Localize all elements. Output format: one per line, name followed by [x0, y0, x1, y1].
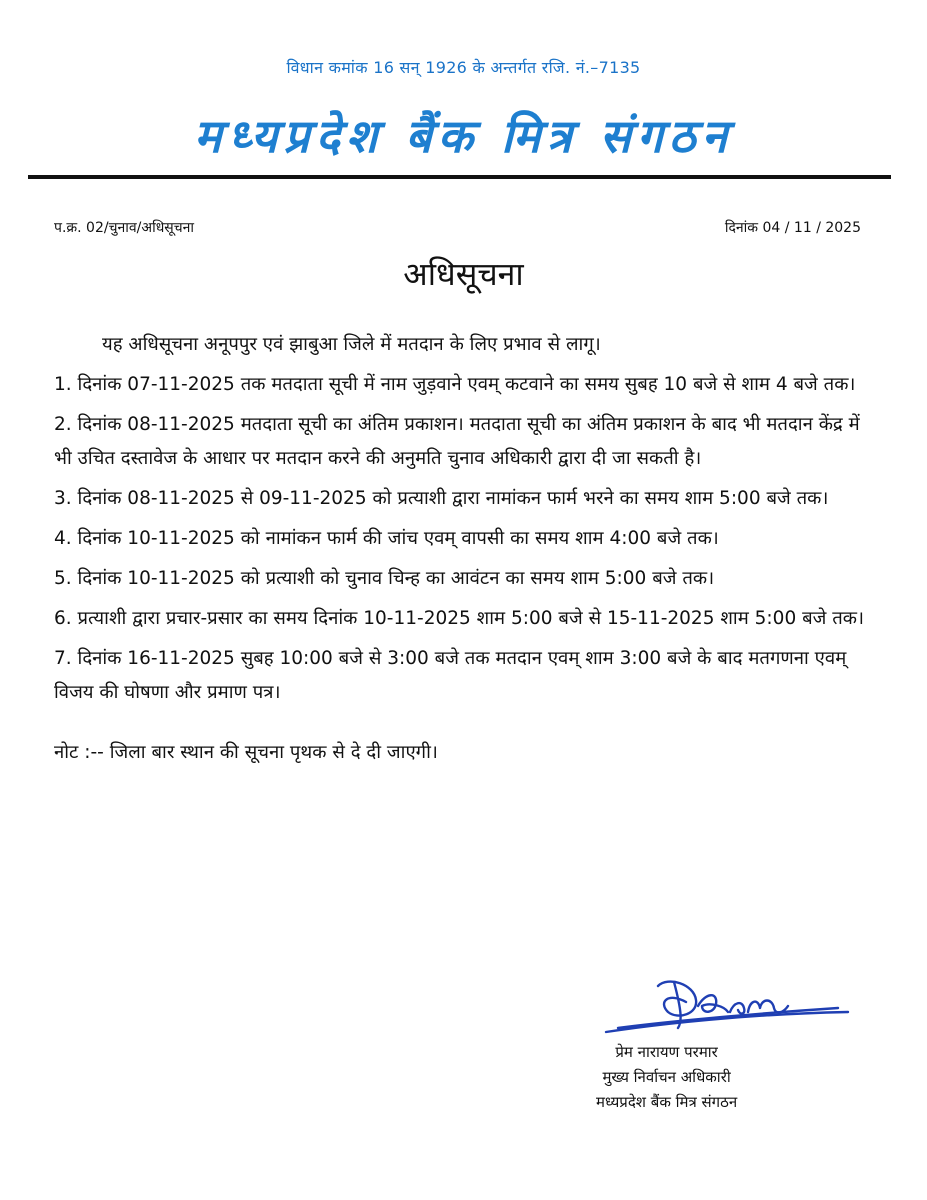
- header-divider: [28, 175, 891, 179]
- document-heading: अधिसूचना: [403, 255, 524, 293]
- signatory-organization: मध्यप्रदेश बैंक मित्र संगठन: [596, 1093, 738, 1111]
- intro-paragraph: यह अधिसूचना अनूपपुर एवं झाबुआ जिले में मतदान के लिए प्रभाव से लागू।: [102, 334, 601, 355]
- list-item: 6. प्रत्याशी द्वारा प्रचार-प्रसार का समय दिनांक 10-11-2025 शाम 5:00 बजे से 15-11-2025 शाम 5:00 बजे तक।: [54, 608, 865, 629]
- document-date: दिनांक 04 / 11 / 2025: [724, 220, 861, 236]
- signatory-name: प्रेम नारायण परमार: [615, 1043, 718, 1061]
- list-item: 4. दिनांक 10-11-2025 को नामांकन फार्म की जांच एवम् वापसी का समय शाम 4:00 बजे तक।: [54, 528, 719, 549]
- organization-title: मध्यप्रदेश बैंक मित्र संगठन: [193, 109, 734, 163]
- handwritten-signature: [598, 962, 858, 1042]
- list-item: 1. दिनांक 07-11-2025 तक मतदाता सूची में नाम जुड़वाने एवम् कटवाने का समय सुबह 10 बजे से शाम 4 बजे तक।: [54, 374, 856, 395]
- reference-number: प.क्र. 02/चुनाव/अधिसूचना: [54, 220, 195, 236]
- signature-graphic: [598, 962, 858, 1042]
- list-item: 3. दिनांक 08-11-2025 से 09-11-2025 को प्रत्याशी द्वारा नामांकन फार्म भरने का समय शाम 5:00 बजे तक।: [54, 488, 829, 509]
- signatory-block: [596, 1040, 737, 1115]
- list-item: 2. दिनांक 08-11-2025 मतदाता सूची का अंतिम प्रकाशन। मतदाता सूची का अंतिम प्रकाशन के बाद भी मतदान केंद्र में भी उचित दस्तावेज के आधार पर मतदान करने की अनुमति चुनाव अधिकारी द्वारा दी जा सकती है।: [54, 414, 860, 469]
- list-item: 7. दिनांक 16-11-2025 सुबह 10:00 बजे से 3:00 बजे तक मतदान एवम् शाम 3:00 बजे के बाद मतगणना एवम् विजय की घोषणा और प्रमाण पत्र।: [54, 648, 847, 703]
- signatory-designation: मुख्य निर्वाचन अधिकारी: [602, 1068, 731, 1086]
- note-paragraph: नोट :-- जिला बार स्थान की सूचना पृथक से दे दी जाएगी।: [54, 742, 438, 763]
- list-item: 5. दिनांक 10-11-2025 को प्रत्याशी को चुनाव चिन्ह का आवंटन का समय शाम 5:00 बजे तक।: [54, 568, 715, 589]
- notification-body: [54, 328, 874, 776]
- registration-line: विधान कमांक 16 सन् 1926 के अन्तर्गत रजि. नं.–7135: [286, 58, 641, 77]
